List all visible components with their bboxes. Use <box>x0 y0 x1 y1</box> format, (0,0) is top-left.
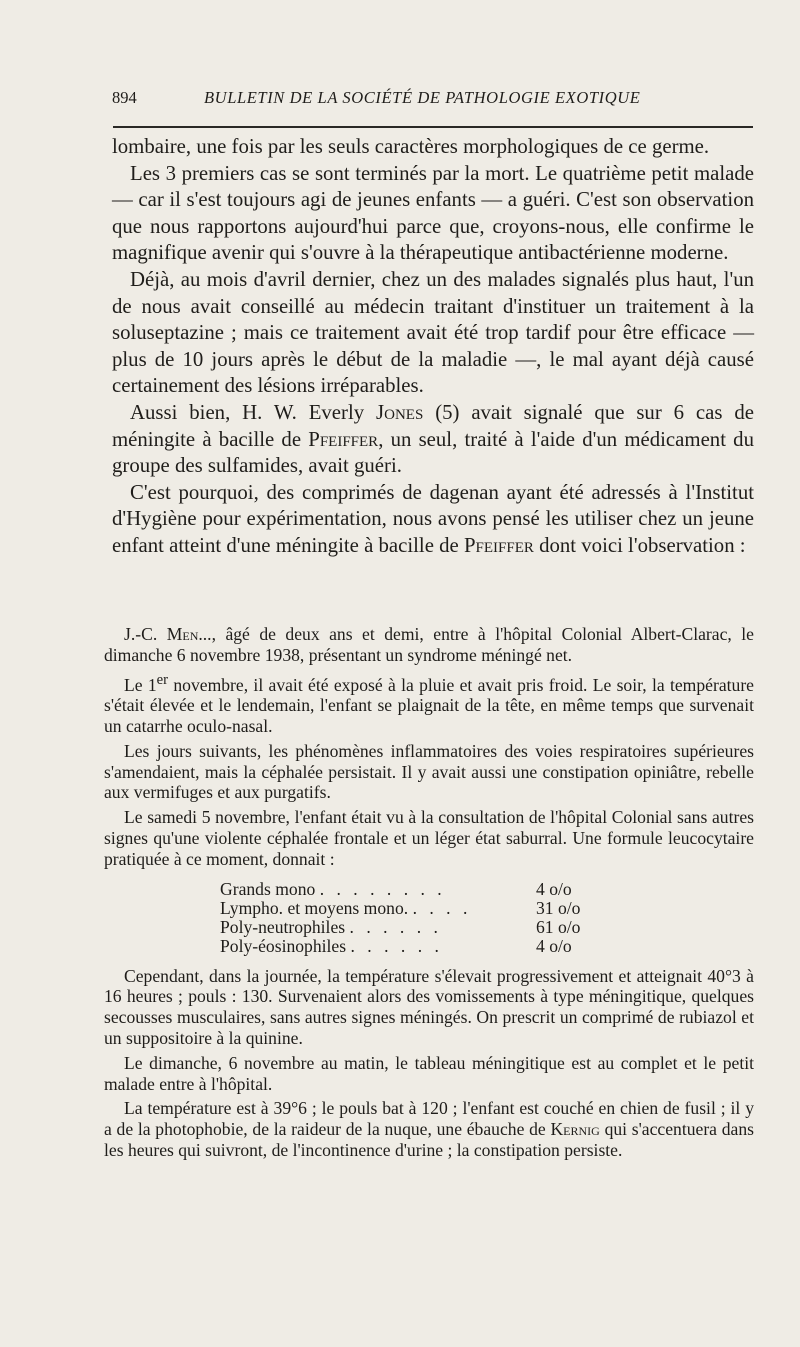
table-row: Grands mono . . . . . . . . 4 o/o <box>220 878 572 899</box>
table-row: Lympho. et moyens mono. . . . . 31 o/o <box>220 897 581 918</box>
main-text <box>112 134 754 560</box>
table-row: Poly-éosinophiles . . . . . . 4 o/o <box>220 935 572 956</box>
paragraph-4: Aussi bien, H. W. Everly Jones (5) avait signalé que sur 6 cas de méningite à bacille de Pfeiffer, un seul, traité à l'aide d'un médicament du groupe des sulfamides, avait guéri. <box>112 400 754 478</box>
observation-paragraph-5: Cependant, dans la journée, la température s'élevait progressivement et atteignait 40°3 à 16 heures ; pouls : 130. Survenaient alors des vomissements à type méningitique, quelques secousses musculaires, sans autres signes méningés. On prescrit un comprimé de rubiazol et un suppositoire à la quinine. <box>104 965 754 1049</box>
paragraph-2: Les 3 premiers cas se sont terminés par la mort. Le quatrième petit malade — car il s'est toujours agi de jeunes enfants — a guéri. C'est son observation que nous rapportons aujourd'hui parce que, croyons-nous, elle confirme le magnifique avenir qui s'ouvre à la thérapeutique antibactérienne moderne. <box>112 161 754 265</box>
observation-paragraph-2: Le 1er novembre, il avait été exposé à la pluie et avait pris froid. Le soir, la température s'était élevée et le lendemain, l'enfant se plaignait de la tête, en même temps que survenait un catarrhe oculo-nasal. <box>104 671 754 737</box>
observation-paragraph-7: La température est à 39°6 ; le pouls bat à 120 ; l'enfant est couché en chien de fusil ; il y a de la photophobie, de la raideur de la nuque, une ébauche de Kernig qui s'accentuera dans les heures qui suivront, de l'incontinence d'urine ; la constipation persiste. <box>104 1098 754 1160</box>
leukocyte-formula-table <box>220 880 580 956</box>
patient-name: Men... <box>166 624 212 644</box>
observation-paragraph-4: Le samedi 5 novembre, l'enfant était vu à la consultation de l'hôpital Colonial sans autres signes qu'une violente céphalée frontale et un léger état saburral. Une formule leucocytaire pratiquée à ce moment, donnait : <box>104 807 754 869</box>
observation-paragraph-3: Les jours suivants, les phénomènes inflammatoires des voies respiratoires supérieures s'amendaient, mais la céphalée persistait. Il y avait aussi une constipation opiniâtre, rebelle aux vermifuges et aux purgatifs. <box>104 740 754 803</box>
paragraph-1: lombaire, une fois par les seuls caractères morphologiques de ce germe. <box>112 135 710 158</box>
author-name-pfeiffer: Pfeiffer <box>463 533 534 557</box>
running-title: BULLETIN DE LA SOCIÉTÉ DE PATHOLOGIE EXOTIQUE <box>204 88 641 107</box>
page-number: 894 <box>112 88 137 107</box>
observation-paragraph-6: Le dimanche, 6 novembre au matin, le tableau méningitique est au complet et le petit malade entre à l'hôpital. <box>104 1052 754 1094</box>
paragraph-3: Déjà, au mois d'avril dernier, chez un des malades signalés plus haut, l'un de nous avait conseillé au médecin traitant d'instituer un traitement à la soluseptazine ; mais ce traitement avait été trop tardif pour être efficace — plus de 10 jours après le début de la maladie —, le mal ayant déjà causé certainement des lésions irréparables. <box>112 267 754 398</box>
author-name-jones: Jones <box>376 400 424 424</box>
table-row: Poly-neutrophiles . . . . . . 61 o/o <box>220 916 581 937</box>
observation-paragraph-1: J.-C. Men..., âgé de deux ans et demi, entre à l'hôpital Colonial Albert-Clarac, le dimanche 6 novembre 1938, présentant un syndrome méningé net. <box>104 624 754 665</box>
paragraph-5: C'est pourquoi, des comprimés de dagenan ayant été adressés à l'Institut d'Hygiène pour expérimentation, nous avons pensé les utiliser chez un jeune enfant atteint d'une méningite à bacille de Pfeiffer dont voici l'observation : <box>112 480 754 557</box>
author-name-kernig: Kernig <box>550 1119 600 1140</box>
observation-text <box>104 624 754 1161</box>
header-rule <box>113 126 753 128</box>
author-name-pfeiffer: Pfeiffer <box>308 427 379 451</box>
